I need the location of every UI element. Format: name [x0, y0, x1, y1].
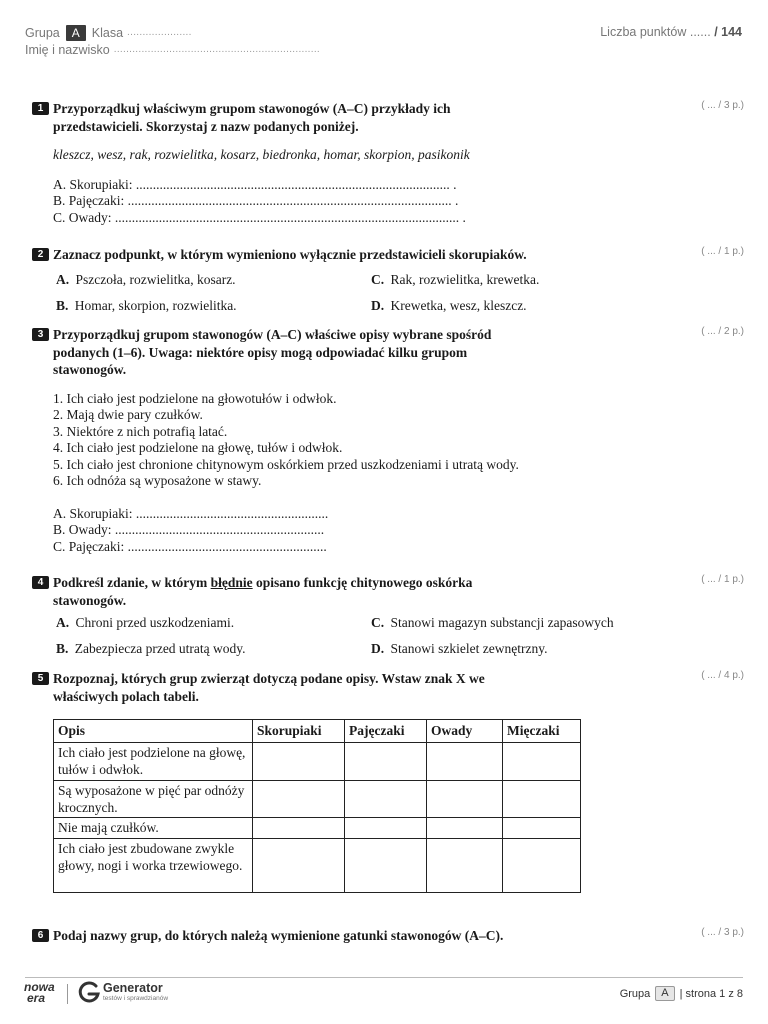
task-2-options: [56, 272, 744, 324]
header-left: [25, 24, 320, 58]
task-3-desc-1: 1. Ich ciało jest podzielone na głowotułów i odwłok.: [53, 390, 337, 406]
table-row-description: Ich ciało jest zbudowane zwykle głowy, nogi i worka trzewiowego.: [54, 839, 253, 893]
table-cell-pajeczaki[interactable]: [345, 839, 427, 893]
task-3-desc-3: 3. Niektóre z nich potrafią latać.: [53, 423, 228, 439]
task-3-head: [32, 326, 744, 379]
task-3: [32, 326, 744, 555]
task-4-option-a[interactable]: A. Chroni przed uszkodzeniami.: [56, 615, 235, 630]
table-cell-pajeczaki[interactable]: [345, 743, 427, 781]
generator-g-icon: [77, 980, 101, 1009]
table-row: [54, 781, 581, 818]
task-3-answer-lines: [53, 506, 744, 556]
task-3-number: 3: [32, 328, 49, 341]
task-1-line-c[interactable]: C. Owady: ...................................................................................................... .: [53, 209, 466, 225]
task-1-head: [32, 100, 744, 135]
table-header-opis: Opis: [54, 720, 253, 743]
header-group-row: [25, 24, 320, 41]
task-1-number: 1: [32, 102, 49, 115]
table-row: [54, 839, 581, 893]
task-6-question: Podaj nazwy grup, do których należą wymienione gatunki stawonogów (A–C).: [53, 928, 504, 943]
task-1-line-b[interactable]: B. Pajęczaki: ................................................................................................ .: [53, 193, 459, 208]
task-1-line-a[interactable]: A. Skorupiaki: ............................................................................................. .: [53, 176, 457, 192]
task-4-option-d[interactable]: D. Stanowi szkielet zewnętrzny.: [371, 641, 548, 656]
task-2-option-c[interactable]: C. Rak, rozwielitka, krewetka.: [371, 271, 540, 287]
task-1-examples: kleszcz, wesz, rak, rozwielitka, kosarz, biedronka, homar, skorpion, pasikonik: [53, 147, 470, 162]
footer-group-badge: A: [655, 986, 674, 1001]
task-3-desc-6: 6. Ich odnóża są wyposażone w stawy.: [53, 473, 262, 488]
task-1: [32, 100, 744, 226]
table-cell-owady[interactable]: [427, 743, 503, 781]
task-5-points: ( ... / 4 p.): [701, 670, 744, 681]
table-cell-mieczaki[interactable]: [503, 743, 581, 781]
table-header-row: [54, 720, 581, 743]
table-cell-mieczaki[interactable]: [503, 781, 581, 818]
task-2-points: ( ... / 1 p.): [701, 246, 744, 257]
task-4-option-b[interactable]: B. Zabezpiecza przed utratą wody.: [56, 641, 246, 656]
task-6-points: ( ... / 3 p.): [701, 927, 744, 938]
task-5-table: [53, 719, 581, 893]
task-2-option-d[interactable]: D. Krewetka, wesz, kleszcz.: [371, 297, 527, 313]
table-row-description: Są wyposażone w pięć par odnóży krocznych.: [54, 781, 253, 818]
task-5-question: Rozpoznaj, których grup zwierząt dotyczą podane opisy. Wstaw znak X we właściwych polach tabeli.: [53, 671, 485, 704]
task-4: [32, 574, 744, 667]
header-name-row: [25, 41, 320, 58]
task-3-desc-5: 5. Ich ciało jest chronione chitynowym oskórkiem przed uszkodzeniami i utratą wody.: [53, 456, 519, 472]
task-3-desc-4: 4. Ich ciało jest podzielone na głowę, tułów i odwłok.: [53, 440, 343, 455]
footer-group-label: Grupa: [619, 987, 651, 1000]
task-4-options: [56, 615, 744, 667]
table-row: [54, 818, 581, 839]
task-2-question: Zaznacz podpunkt, w którym wymieniono wyłącznie przedstawicieli skorupiaków.: [53, 247, 527, 262]
class-label: Klasa: [91, 25, 124, 40]
table-cell-owady[interactable]: [427, 839, 503, 893]
table-cell-skorupiaki[interactable]: [253, 781, 345, 818]
table-header-skorupiaki: Skorupiaki: [253, 720, 345, 743]
table-header-pajeczaki: Pajęczaki: [345, 720, 427, 743]
class-dots: .....................: [127, 27, 192, 38]
task-2-head: [32, 246, 744, 264]
task-6-number: 6: [32, 929, 49, 942]
task-5: [32, 670, 744, 705]
task-3-descriptions: [53, 391, 744, 490]
logo-separator: [67, 984, 68, 1004]
name-dots: ...................................................................: [113, 44, 320, 55]
nowa-era-logo: nowa era: [24, 980, 55, 1005]
task-3-line-c[interactable]: C. Pajęczaki: ...........................................................: [53, 538, 327, 554]
task-5-head: [32, 670, 744, 705]
table-cell-pajeczaki[interactable]: [345, 781, 427, 818]
points-total: / 144: [714, 25, 742, 39]
footer-page-number: | strona 1 z 8: [679, 987, 743, 1000]
task-4-head: [32, 574, 744, 609]
table-cell-skorupiaki[interactable]: [253, 743, 345, 781]
task-4-underlined-word: błędnie: [210, 575, 253, 590]
table-row: [54, 743, 581, 781]
points-label: Liczba punktów ......: [600, 25, 711, 39]
table-cell-mieczaki[interactable]: [503, 818, 581, 839]
task-2-number: 2: [32, 248, 49, 261]
task-3-line-b[interactable]: B. Owady: ..............................................................: [53, 522, 325, 537]
task-3-question: Przyporządkuj grupom stawonogów (A–C) właściwe opisy wybrane spośród podanych (1–6). Uwaga: niektóre opisy mogą odpowiadać kilku grupom stawonogów.: [53, 327, 492, 377]
points-summary: [600, 25, 742, 39]
table-cell-owady[interactable]: [427, 781, 503, 818]
table-cell-skorupiaki[interactable]: [253, 839, 345, 893]
task-5-number: 5: [32, 672, 49, 685]
task-6-head: [32, 927, 744, 945]
table-cell-mieczaki[interactable]: [503, 839, 581, 893]
table-cell-skorupiaki[interactable]: [253, 818, 345, 839]
task-4-option-c[interactable]: C. Stanowi magazyn substancji zapasowych: [371, 615, 614, 630]
generator-logo: Generator testów i sprawdzianów: [103, 981, 169, 1002]
table-cell-pajeczaki[interactable]: [345, 818, 427, 839]
task-1-answer-lines: [53, 177, 744, 227]
task-2-option-b[interactable]: B. Homar, skorpion, rozwielitka.: [56, 297, 237, 313]
task-6: [32, 927, 744, 945]
table-header-mieczaki: Mięczaki: [503, 720, 581, 743]
task-4-question: Podkreśl zdanie, w którym błędnie opisano funkcję chitynowego oskórka stawonogów.: [53, 575, 473, 608]
table-row-description: Ich ciało jest podzielone na głowę, tułów i odwłok.: [54, 743, 253, 781]
group-label: Grupa: [25, 25, 60, 40]
task-4-number: 4: [32, 576, 49, 589]
task-4-points: ( ... / 1 p.): [701, 574, 744, 585]
footer-divider: [25, 977, 743, 978]
table-header-owady: Owady: [427, 720, 503, 743]
table-row-description: Nie mają czułków.: [54, 818, 253, 839]
task-3-desc-2: 2. Mają dwie pary czułków.: [53, 407, 203, 422]
group-badge: A: [66, 25, 86, 41]
task-1-points: ( ... / 3 p.): [701, 100, 744, 111]
footer-page-info: [620, 986, 743, 1001]
task-3-points: ( ... / 2 p.): [701, 326, 744, 337]
task-2-option-a[interactable]: A. Pszczoła, rozwielitka, kosarz.: [56, 271, 236, 287]
task-2: [32, 246, 744, 324]
task-1-question: Przyporządkuj właściwym grupom stawonogów (A–C) przykłady ich przedstawicieli. Skorzystaj z nazw podanych poniżej.: [53, 101, 451, 134]
table-cell-owady[interactable]: [427, 818, 503, 839]
task-3-line-a[interactable]: A. Skorupiaki: .........................................................: [53, 505, 329, 521]
name-label: Imię i nazwisko: [25, 42, 110, 57]
